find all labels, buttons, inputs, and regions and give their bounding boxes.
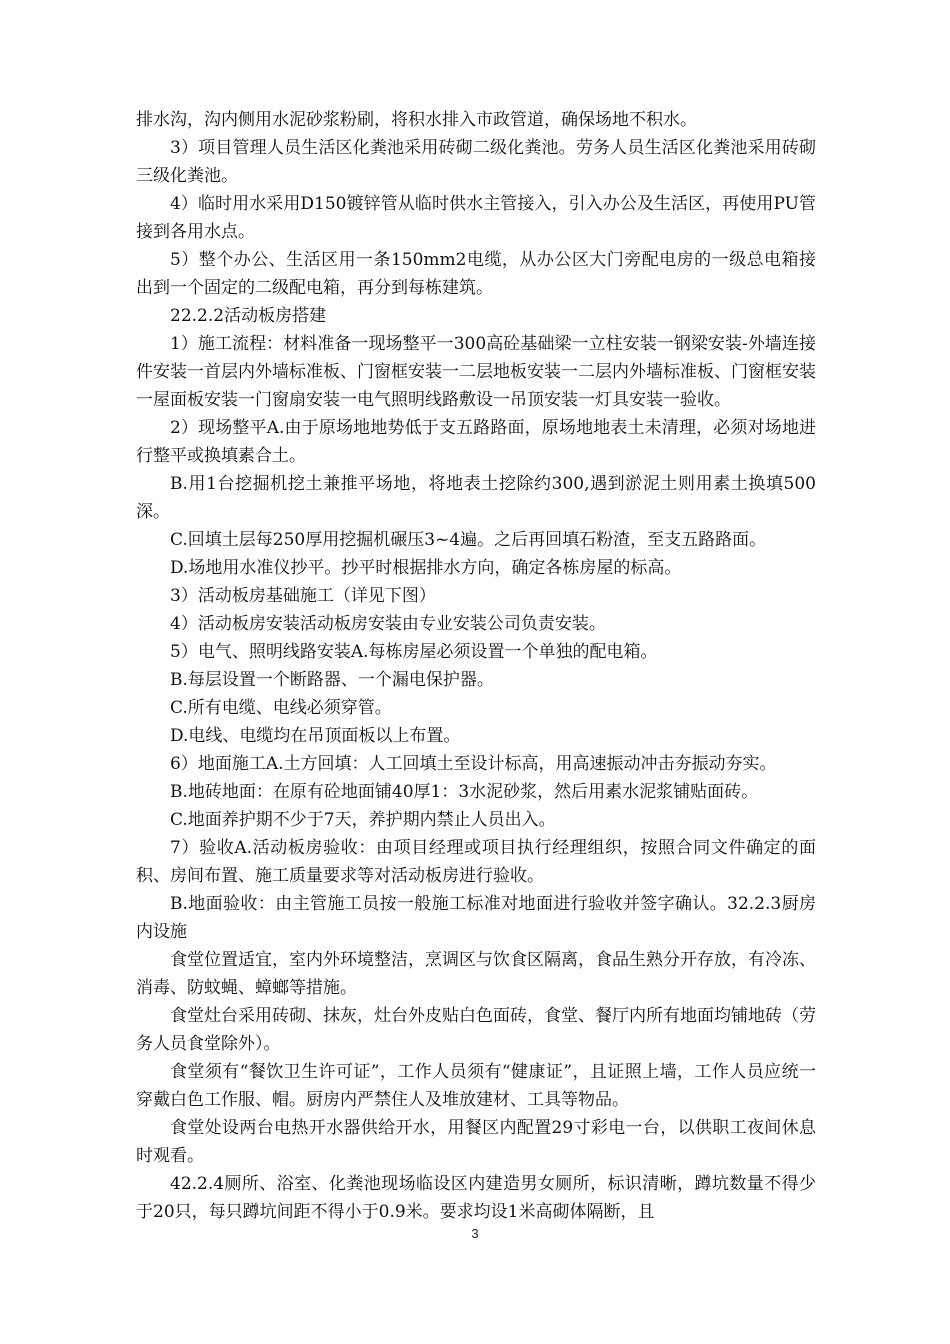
paragraph: 4）临时用水采用D150镀锌管从临时供水主管接入，引入办公及生活区，再使用PU管接到各用水点。	[136, 194, 816, 242]
paragraph: 3）活动板房基础施工（详见下图）	[170, 586, 436, 606]
paragraph: B.地砖地面：在原有砼地面铺40厚1：3水泥砂浆，然后用素水泥浆铺贴面砖。	[170, 782, 759, 802]
paragraph: D.电线、电缆均在吊顶面板以上布置。	[170, 726, 461, 746]
paragraph: C.地面养护期不少于7天，养护期内禁止人员出入。	[170, 810, 556, 830]
paragraph: B.地面验收：由主管施工员按一般施工标准对地面进行验收并签字确认。32.2.3厨房内设施	[136, 894, 816, 942]
paragraph: 4）活动板房安装活动板房安装由专业安装公司负责安装。	[170, 614, 606, 634]
paragraph: B.用1台挖掘机挖土兼推平场地，将地表土挖除约300,遇到淤泥土则用素土换填500深。	[136, 474, 816, 522]
paragraph: C.所有电缆、电线必须穿管。	[170, 698, 392, 718]
paragraph: 7）验收A.活动板房验收：由项目经理或项目执行经理组织，按照合同文件确定的面积、房间布置、施工质量要求等对活动板房进行验收。	[136, 838, 816, 886]
paragraph: 42.2.4厕所、浴室、化粪池现场临设区内建造男女厕所，标识清晰，蹲坑数量不得少于20只，每只蹲坑间距不得小于0.9米。要求均设1米高砌体隔断，且	[136, 1174, 816, 1222]
paragraph: 排水沟，沟内侧用水泥砂浆粉刷，将积水排入市政管道，确保场地不积水。	[136, 110, 697, 130]
paragraph: 5）电气、照明线路安装A.每栋房屋必须设置一个单独的配电箱。	[170, 642, 658, 662]
paragraph: 1）施工流程：材料准备一现场整平一300高砼基础梁一立柱安装一钢梁安装-外墙连接件安装一首层内外墙标准板、门窗框安装一二层地板安装一二层内外墙标准板、门窗框安装一屋面板安装一门窗扇安装一电气照明线路敷设一吊顶安装一灯具安装一验收。	[136, 334, 816, 410]
paragraph: 食堂须有“餐饮卫生许可证”，工作人员须有“健康证”，且证照上墙，工作人员应统一穿戴白色工作服、帽。厨房内严禁住人及堆放建材、工具等物品。	[136, 1062, 816, 1110]
page-number: 3	[471, 1226, 479, 1241]
paragraph: B.每层设置一个断路器、一个漏电保护器。	[170, 670, 494, 690]
paragraph: C.回填土层每250厚用挖掘机碾压3~4遍。之后再回填石粉渣，至支五路路面。	[170, 530, 767, 550]
paragraph: 6）地面施工A.土方回填：人工回填土至设计标高，用高速振动冲击夯振动夯实。	[170, 754, 777, 774]
document-body	[136, 106, 816, 1226]
paragraph: 食堂处设两台电热开水器供给开水，用餐区内配置29寸彩电一台，以供职工夜间休息时观看。	[136, 1118, 816, 1166]
paragraph: 3）项目管理人员生活区化粪池采用砖砌二级化粪池。劳务人员生活区化粪池采用砖砌三级化粪池。	[136, 138, 816, 186]
paragraph: D.场地用水准仪抄平。抄平时根据排水方向，确定各栋房屋的标高。	[170, 558, 682, 578]
paragraph: 食堂灶台采用砖砌、抹灰，灶台外皮贴白色面砖，食堂、餐厅内所有地面均铺地砖（劳务人员食堂除外）。	[136, 1006, 816, 1054]
paragraph: 5）整个办公、生活区用一条150mm2电缆，从办公区大门旁配电房的一级总电箱接出到一个固定的二级配电箱，再分到每栋建筑。	[136, 250, 816, 298]
section-heading: 22.2.2活动板房搭建	[170, 306, 327, 326]
paragraph: 2）现场整平A.由于原场地地势低于支五路路面，原场地地表土未清理，必须对场地进行整平或换填素合土。	[136, 418, 816, 466]
paragraph: 食堂位置适宜，室内外环境整洁，烹调区与饮食区隔离，食品生熟分开存放，有冷冻、消毒、防蚊蝇、蟑螂等措施。	[136, 950, 816, 998]
